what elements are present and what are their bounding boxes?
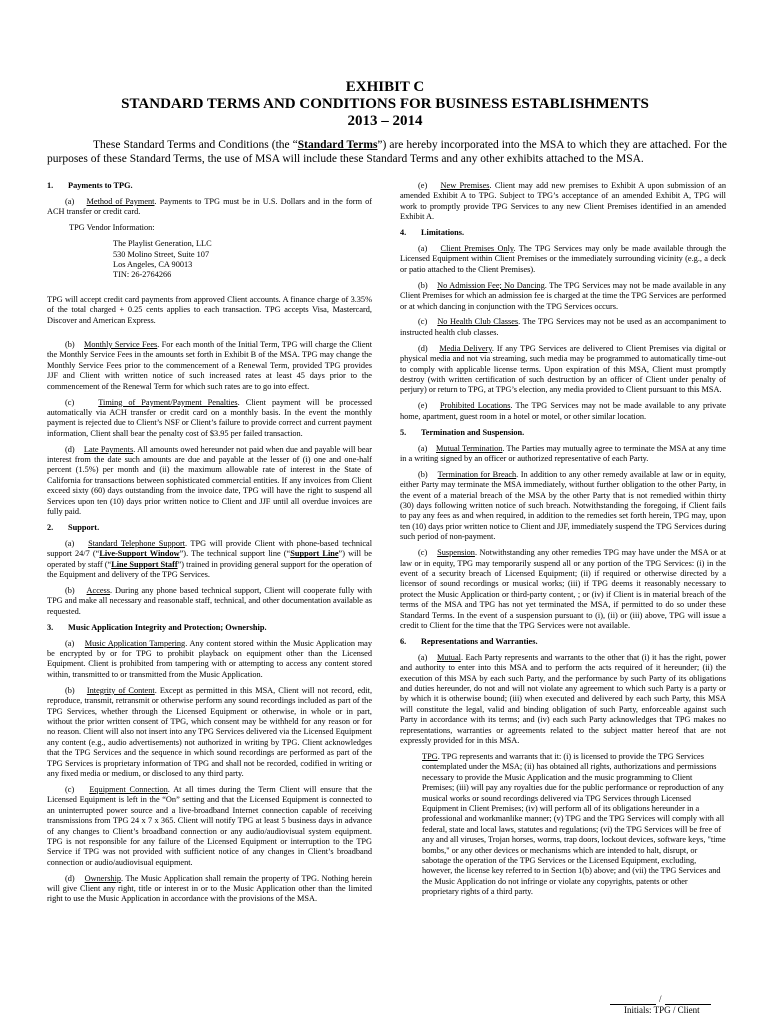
tpg-initials-line bbox=[610, 995, 656, 1005]
exhibit-label: EXHIBIT C bbox=[345, 79, 425, 95]
section-2a: (a) Standard Telephone Support. TPG will provide Client with phone-based technical support 24/7 (“Live-Support Window”). The technical support line (“Support Line”) will be operated by staff (“Line Support Staff”) trained in providing general support for the operation of the Equipment and delivery of the TPG Services. bbox=[47, 538, 373, 580]
section-5b: (b) Termination for Breach. In addition to any other remedy available at law or in equity, either Party may terminate the MSA immediately, without further obligation to the other Party, in the event of a material breach of the MSA by the other Party that is not remedied within thirty (30) days following written notice of such breach. Notwithstanding the foregoing, if Client fails to pay any fees as and when required, in addition to the remedies set forth herein, TPG may, upon ten (10) days prior written notice to Client and JJF, immediately suspend the TPG Services during such period of non-payment. bbox=[400, 469, 727, 542]
section-5-heading: 5. Termination and Suspension. bbox=[400, 427, 525, 437]
initials-label: Initials: TPG / Client bbox=[624, 1005, 700, 1015]
section-4b: (b) No Admission Fee; No Dancing. The TPG Services may not be made available in any Client Premises for which an admission fee is charged at the time the TPG Services are performed or at which dancing in conjunction with the TPG Services occurs. bbox=[400, 280, 726, 311]
intro-paragraph: These Standard Terms and Conditions (the “Standard Terms”) are hereby incorporated into the MSA to which they are attached. For the purposes of these Standard Terms, the use of MSA will include these Standard Terms and any other exhibits attached to the MSA. bbox=[47, 139, 728, 165]
vendor-address: The Playlist Generation, LLC 530 Molino Street, Suite 107 Los Angeles, CA 90013 TIN: 26-2764266 bbox=[113, 239, 212, 280]
standard-terms-term: Standard Terms bbox=[297, 139, 378, 151]
section-2b: (b) Access. During any phone based technical support, Client will cooperate fully with TPG and make all necessary and reasonable staff, technical, and other documentation available as requested. bbox=[47, 586, 372, 616]
section-4e: (e) Prohibited Locations. The TPG Services may not be made available to any private home, apartment, guest room in a hotel or motel, or other similar location. bbox=[400, 401, 726, 421]
section-4c: (c) No Health Club Classes. The TPG Services may not be used as an accompaniment to instructed health club classes. bbox=[400, 317, 727, 337]
section-2-heading: 2. Support. bbox=[47, 522, 100, 532]
vendor-info-label: TPG Vendor Information: bbox=[69, 223, 155, 233]
section-5a: (a) Mutual Termination. The Parties may mutually agree to terminate the MSA at any time in a writing signed by an officer or authorized representative of each Party. bbox=[400, 443, 726, 463]
initials-block bbox=[610, 994, 711, 1016]
section-6-heading: 6. Representations and Warranties. bbox=[400, 636, 538, 646]
section-6b-tpg: TPG. TPG represents and warrants that it: (i) is licensed to provide the TPG Services contemplated under the MSA; (ii) has obtained all rights, authorizations and permissions necessary to provide the Music Application and the music programming to Client Premises; (iii) will pay any royalties due for the public performance or reproduction of any musical works or sound recordings delivered via TPG Services through Licensed Equipment in Client Premises; (iv) will perform all of its obligations hereunder in a professional and workmanlike manner; (v) TPG and the TPG Services will comply with all federal, state and local laws, statutes and regulations; (vi) the TPG Services will be free of any and all viruses, Trojan horses, worms, trap doors, lockout devices, software keys, "time bombs," or any other devices or mechanisms which are intended to halt, disrupt, or sabotage the operation of the TPG Services or the Licensed Equipment, excluding, however, the license key referred to in Section 1(b) above; and (vii) the TPG Services and the Music Application do not infringe or violate any copyrights, patents or other proprietary rights of a third party. bbox=[422, 752, 726, 897]
section-3-heading: 3. Music Application Integrity and Protection; Ownership. bbox=[47, 622, 267, 632]
section-1d: (d) Late Payments. All amounts owed hereunder not paid when due and payable will bear interest from the date such amounts are due and payable at the lesser of (i) one and one-half percent (1.5%) per month and (ii) the maximum allowable rate of interest in the State of California for transactions between sophisticated commercial entities. If any invoices from Client exceed sixty (60) days outstanding from the invoice date, TPG will have the right to suspend all Services upon ten (10) days prior written notice to Client and JJF until all overdue invoices are fully paid. bbox=[47, 444, 373, 517]
section-6a: (a) Mutual. Each Party represents and warrants to the other that (i) it has the right, power and authority to enter into this MSA and to perform the acts required of it hereunder; (ii) the execution of this MSA by each such Party, and the performance by such Party of its obligations and duties hereunder, do not and will not violate any agreement to which such Party is a party or by which it is otherwise bound; (iii) when executed and delivered by each such Party, this MSA will constitute the legal, valid and binding obligation of such Party, enforceable against such Party in accordance with its terms; and (iv) each such Party acknowledges that TPG makes no representations, warranties or agreements related to the subject matter hereof that are not expressly provided for in this MSA. bbox=[400, 652, 727, 746]
section-3d: (d) Ownership. The Music Application shall remain the property of TPG. Nothing herein will give Client any right, title or interest in or to the Music Application other than the limited right to use the Music Application in accordance with the provisions of the MSA. bbox=[47, 873, 373, 904]
section-3b: (b) Integrity of Content. Except as permitted in this MSA, Client will not record, edit, reproduce, transmit, retransmit or otherwise perform any sound recordings included as part of the TPG Services, whether through the Licensed Equipment or otherwise, in whole or in part, without the prior written consent of TPG, which consent may be withheld for any reason or for no reason. Client will also not insert into any TPG Services delivered via the Licensed Equipment any content (e.g., audio advertisements) not authorized in writing by TPG. Client acknowledges that the TPG Services and the sequence in which sound recordings are performed as part of the TPG Services is proprietary information of TPG and shall not be recorded, codified in writing or any fixed media or medium, or disclosed to any third party. bbox=[47, 685, 373, 778]
section-3e: (e) New Premises. Client may add new premises to Exhibit A upon submission of an amended Exhibit A to TPG. Subject to TPG’s acceptance of an amended Exhibit A, TPG will work to promptly provide TPG Services to any new Client Premises identified in an amended Exhibit A. bbox=[400, 181, 726, 222]
section-1b: (b) Monthly Service Fees. For each month of the Initial Term, TPG will charge the Client the Monthly Service Fees in the amounts set forth in Exhibit B of the MSA. TPG may change the Monthly Service Fees prior to the commencement of a Renewal Term, provided TPG provides JJF and Client with written notice of such increased rates at least 45 days prior to the commencement of the Renewal Term for which such rates are to go into effect. bbox=[47, 339, 372, 391]
client-initials-line bbox=[665, 995, 711, 1005]
document-years: 2013 – 2014 bbox=[347, 113, 423, 129]
left-column bbox=[47, 181, 372, 910]
section-1a: (a) Method of Payment. Payments to TPG must be in U.S. Dollars and in the form of ACH transfer or credit card. bbox=[47, 196, 373, 217]
section-4d: (d) Media Delivery. If any TPG Services are delivered to Client Premises via digital or physical media and not via streaming, such media may be programmed to automatically time-out to comply with applicable license terms. Upon expiration of this MSA, Client must promptly destroy (with written certification of such destruction by an officer of Client under penalty of perjury) or return to TPG, at TPG’s election, any media provided to Client pursuant to this MSA. bbox=[400, 343, 726, 395]
section-1c: (c) Timing of Payment/Payment Penalties. Client payment will be processed automatically via ACH transfer or credit card on a monthly basis. In the event the monthly payment is rejected due to Client’s NSF or Client’s failure to provide correct and current payment information, Client shall bear the penalty cost of $3.95 per failed transaction. bbox=[47, 397, 373, 438]
right-column bbox=[400, 181, 726, 903]
section-3a: (a) Music Application Tampering. Any content stored within the Music Application may be encrypted by or for TPG to prohibit playback on equipment other than the Licensed Equipment. Client is prohibited from tampering with or attempting to access any content stored within, transmitted to or transmitted from the Music Application. bbox=[47, 638, 372, 679]
section-4-heading: 4. Limitations. bbox=[400, 228, 465, 238]
section-3c: (c) Equipment Connection. At all times during the Term Client will ensure that the Licensed Equipment is left in the “On” setting and that the Licensed Equipment is connected to an uninterrupted power source and a live-broadband Internet connection capable of receiving transmissions from TPG 24 x 7 x 365. Client will notify TPG at least 5 business days in advance of any changes to Client’s broadband connection or any audio/audiovisual system equipment. TPG is not responsible for any failure of the Licensed Equipment or interruption to the TPG Service if TPG was not provided with sufficient notice of any changes in Client’s broadband connection or audio/audiovisual equipment. bbox=[47, 784, 373, 867]
initials-signature-line: / bbox=[610, 994, 711, 1005]
section-5c: (c) Suspension. Notwithstanding any other remedies TPG may have under the MSA or at law or in equity, TPG may temporarily suspend all or any portion of the TPG Services: (i) in the event of a security breach of Licensed Equipment; (ii) if required or otherwise directed by a licensor of sound recordings or musical works; (iii) if TPG deems it reasonably necessary to protect the Music Application or third-party content, ; or (iv) if Client is in material breach of the terms of the MSA and TPG has not yet terminated the MSA, if permitted to do so under these Standard Terms. In the event of a suspension pursuant to (i), (ii) or (iii) above, TPG will issue a credit to Client for the time that the TPG Services were not available. bbox=[400, 548, 726, 631]
credit-card-paragraph: TPG will accept credit card payments from approved Client accounts. A finance charge of 3.35% of the total charged + 0.25 cents applies to each transaction. TPG accepts Visa, Mastercard, Discover and American Express. bbox=[47, 294, 372, 325]
section-4a: (a) Client Premises Only. The TPG Services may only be made available through the Licensed Equipment within Client Premises or the immediately surrounding vicinity (e.g., a deck or patio attached to the Client Premises). bbox=[400, 244, 727, 274]
section-1-heading: 1. Payments to TPG. bbox=[47, 181, 133, 190]
document-title: STANDARD TERMS AND CONDITIONS FOR BUSINESS ESTABLISHMENTS bbox=[121, 96, 649, 112]
